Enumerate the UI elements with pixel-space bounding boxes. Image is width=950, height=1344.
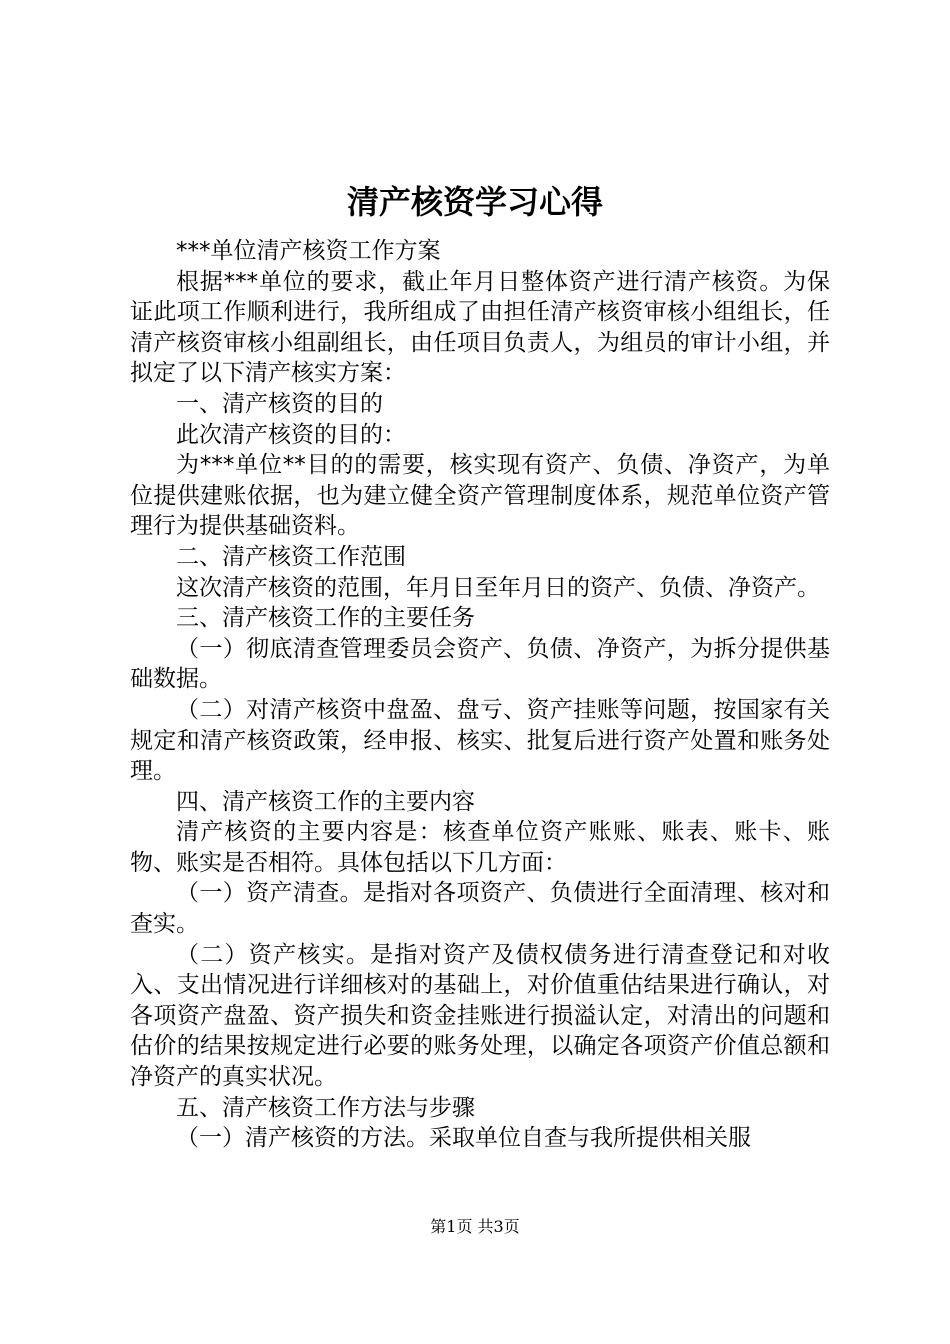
paragraph: ***单位清产核资工作方案 (176, 238, 441, 264)
paragraph: 这次清产核资的范围，年月日至年月日的资产、负债、净资产。 (176, 574, 820, 601)
paragraph: （一）资产清查。是指对各项资产、负债进行全面清理、核对和查实。 (130, 880, 830, 938)
section-heading: 二、清产核资工作范围 (176, 543, 406, 570)
paragraph: （一）清产核资的方法。采取单位自查与我所提供相关服 (176, 1125, 751, 1152)
paragraph: 此次清产核资的目的： (176, 421, 406, 448)
section-heading: 一、清产核资的目的 (176, 390, 383, 417)
paragraph: （二）资产核实。是指对资产及债权债务进行清查登记和对收入、支出情况进行详细核对的基础上，对价值重估结果进行确认，对各项资产盘盈、资产损失和资金挂账进行损溢认定，对清出的问题和估价的结果按规定进行必要的账务处理，以确定各项资产价值总额和净资产的真实状况。 (130, 941, 830, 1091)
paragraph: （二）对清产核资中盘盈、盘亏、资产挂账等问题，按国家有关规定和清产核资政策，经申报、核实、批复后进行资产处置和账务处理。 (130, 696, 830, 785)
section-heading: 五、清产核资工作方法与步骤 (176, 1094, 475, 1121)
page-number-footer: 第1页 共3页 (430, 1217, 520, 1236)
paragraph: 为***单位**目的的需要，核实现有资产、负债、净资产，为单位提供建账依据，也为建立健全资产管理制度体系，规范单位资产管理行为提供基础资料。 (130, 452, 830, 540)
section-heading: 四、清产核资工作的主要内容 (176, 788, 475, 815)
document-body (130, 236, 830, 1154)
paragraph: 根据***单位的要求，截止年月日整体资产进行清产核资。为保证此项工作顺利进行，我所组成了由担任清产核资审核小组组长，任清产核资审核小组副组长，由任项目负责人，为组员的审计小组，并拟定了以下清产核实方案： (130, 268, 830, 387)
paragraph: （一）彻底清查管理委员会资产、负债、净资产，为拆分提供基础数据。 (130, 635, 830, 693)
section-heading: 三、清产核资工作的主要任务 (176, 605, 475, 632)
document-title: 清产核资学习心得 (346, 183, 603, 221)
paragraph: 清产核资的主要内容是：核查单位资产账账、账表、账卡、账物、账实是否相符。具体包括以下几方面： (130, 819, 830, 876)
